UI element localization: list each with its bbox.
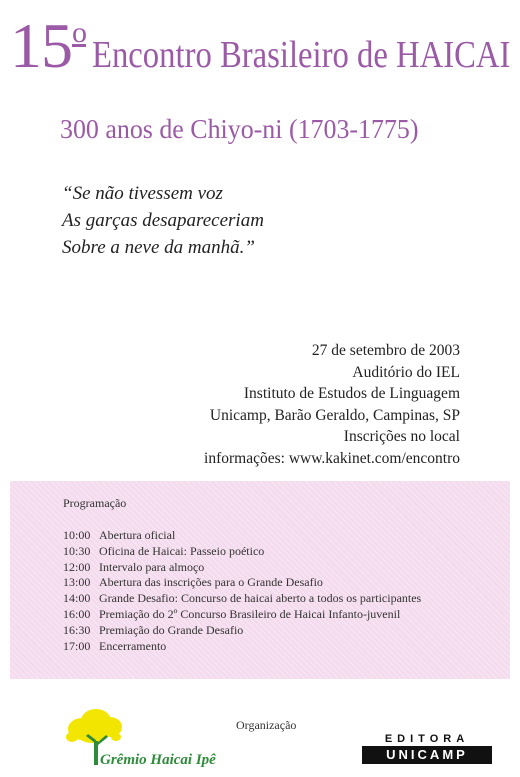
title-ordinal-indicator: o [72, 16, 86, 49]
program-item [63, 544, 421, 560]
editora-logo-bottom: UNICAMP [386, 747, 468, 762]
gremio-logo-text: Grêmio Haicai Ipê [100, 752, 216, 768]
program-panel [10, 481, 510, 679]
editora-logo-top: EDITORA [384, 733, 470, 745]
program-activity: Abertura das inscrições para o Grande Desafio [99, 575, 323, 590]
title-number-text: 15 [10, 10, 72, 81]
program-time: 17:00 [63, 638, 91, 653]
program-time: 16:00 [63, 606, 91, 621]
program-item [63, 607, 421, 623]
event-info-link[interactable]: informações: www.kakinet.com/encontro [204, 449, 460, 467]
poem-line: “Se não tivessem voz [62, 183, 223, 204]
program-item [63, 639, 421, 655]
program-item [63, 623, 421, 639]
event-venue: Auditório do IEL [352, 363, 460, 381]
program-item [63, 591, 421, 607]
title-number [10, 10, 86, 81]
program-activity: Premiação do Grande Desafio [99, 622, 244, 637]
poem-line: As garças desapareceriam [62, 210, 264, 231]
event-address: Unicamp, Barão Geraldo, Campinas, SP [209, 406, 460, 424]
program-activity: Encerramento [99, 638, 167, 653]
program-time: 12:00 [63, 559, 91, 574]
event-institute: Instituto de Estudos de Linguagem [243, 385, 460, 402]
page-title: Encontro Brasileiro de HAICAI [92, 34, 511, 76]
program-activity: Intervalo para almoço [99, 559, 205, 574]
program-item [63, 575, 421, 591]
page-subtitle: 300 anos de Chiyo-ni (1703-1775) [60, 114, 419, 144]
event-info [204, 340, 460, 469]
program-activity: Grande Desafio: Concurso de haicai aberto a todos os participantes [99, 591, 422, 606]
editora-unicamp-logo [362, 730, 492, 764]
program-activity: Premiação do 2º Concurso Brasileiro de Haicai Infanto-juvenil [99, 606, 401, 621]
haiku-poem [62, 180, 264, 261]
program-time: 10:30 [63, 543, 91, 558]
program-heading: Programação [63, 496, 127, 510]
ipe-tree-icon [64, 707, 216, 769]
program-item [63, 560, 421, 576]
program-time: 16:30 [63, 622, 91, 637]
program-time: 14:00 [63, 591, 91, 606]
program-activity: Oficina de Haicai: Passeio poético [99, 543, 265, 558]
gremio-haicai-ipe-logo [64, 707, 216, 769]
program-time: 13:00 [63, 575, 91, 590]
program-activity: Abertura oficial [99, 528, 176, 542]
program-item [63, 528, 421, 544]
program-time: 10:00 [63, 528, 91, 542]
organization-label: Organização [236, 718, 297, 732]
event-registration: Inscrições no local [343, 428, 460, 445]
poem-line: Sobre a neve da manhã.” [62, 237, 255, 258]
event-date: 27 de setembro de 2003 [311, 342, 460, 359]
program-list [63, 528, 421, 654]
